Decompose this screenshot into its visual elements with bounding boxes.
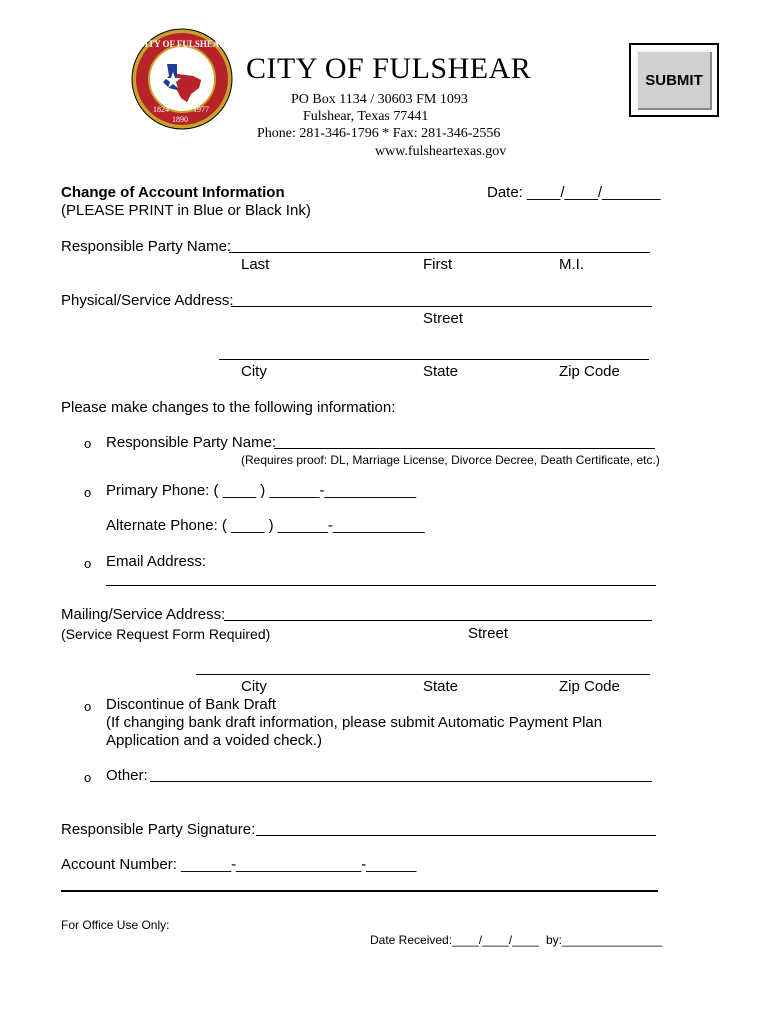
last-name-caption: Last — [241, 256, 270, 273]
received-by-field[interactable]: by:_______________ — [546, 933, 663, 947]
other-label: Other: — [106, 767, 148, 784]
mailing-city-input-line[interactable] — [196, 674, 650, 675]
website-text: www.fulsheartexas.gov — [375, 144, 507, 159]
change-party-label: Responsible Party Name: — [106, 434, 277, 451]
form-title: Change of Account Information — [61, 184, 285, 201]
city-name-title: CITY OF FULSHEAR — [246, 52, 532, 85]
signature-input-line[interactable] — [256, 835, 656, 836]
bullet-checkbox-email[interactable]: o — [84, 556, 92, 571]
seal-name-text: CITY OF FULSHEAR — [138, 39, 226, 49]
mailing-city-caption: City — [241, 678, 267, 695]
address-line-2: Fulshear, Texas 77441 — [303, 109, 429, 124]
seal-year-2: 1890 — [172, 115, 188, 124]
phone-fax-line: Phone: 281-346-1796 * Fax: 281-346-2556 — [257, 126, 501, 141]
change-party-input-line[interactable] — [274, 448, 655, 449]
bullet-checkbox-phone[interactable]: o — [84, 485, 92, 500]
address-line-1: PO Box 1134 / 30603 FM 1093 — [291, 92, 468, 107]
bank-draft-note-line2: Application and a voided check.) — [106, 732, 322, 749]
other-input-line[interactable] — [150, 781, 652, 782]
email-label: Email Address: — [106, 553, 207, 570]
date-received-field[interactable]: Date Received:____/____/____ — [370, 933, 539, 947]
bullet-checkbox-other[interactable]: o — [84, 770, 92, 785]
bullet-checkbox-party[interactable]: o — [84, 436, 92, 451]
mailing-address-label: Mailing/Service Address: — [61, 606, 226, 623]
bullet-checkbox-bank-draft[interactable]: o — [84, 699, 92, 714]
middle-initial-caption: M.I. — [559, 256, 584, 273]
submit-button-frame — [629, 43, 719, 117]
physical-city-input-line[interactable] — [219, 359, 649, 360]
section-divider — [61, 890, 658, 892]
city-caption: City — [241, 363, 267, 380]
first-name-caption: First — [423, 256, 453, 273]
discontinue-bank-draft-label: Discontinue of Bank Draft — [106, 696, 277, 713]
print-instruction: (PLEASE PRINT in Blue or Black Ink) — [61, 202, 311, 219]
street-caption: Street — [423, 310, 464, 327]
physical-address-input-line[interactable] — [231, 306, 652, 307]
responsible-party-input-line[interactable] — [229, 252, 650, 253]
city-seal-logo — [131, 28, 233, 130]
signature-label: Responsible Party Signature: — [61, 821, 256, 838]
mailing-state-caption: State — [423, 678, 459, 695]
seal-year-1: 1824 — [153, 105, 169, 114]
state-caption: State — [423, 363, 459, 380]
proof-requirement-note: (Requires proof: DL, Marriage License, Divorce Decree, Death Certificate, etc.) — [241, 453, 660, 467]
account-number-field[interactable]: Account Number: ______-_______________-______ — [61, 856, 417, 873]
date-field[interactable]: Date: ____/____/_______ — [487, 184, 661, 201]
service-request-note: (Service Request Form Required) — [61, 626, 271, 642]
bank-draft-note-line1: (If changing bank draft information, please submit Automatic Payment Plan — [106, 714, 603, 731]
submit-button[interactable]: SUBMIT — [636, 50, 712, 110]
responsible-party-label: Responsible Party Name: — [61, 238, 232, 255]
physical-address-label: Physical/Service Address: — [61, 292, 234, 309]
zip-caption: Zip Code — [559, 363, 620, 380]
primary-phone-field[interactable]: Primary Phone: ( ____ ) ______-___________ — [106, 482, 417, 499]
mailing-zip-caption: Zip Code — [559, 678, 620, 695]
office-use-label: For Office Use Only: — [61, 918, 170, 932]
mailing-address-input-line[interactable] — [224, 620, 652, 621]
email-input-line[interactable] — [106, 585, 656, 586]
mailing-street-caption: Street — [468, 625, 509, 642]
seal-year-3: 1977 — [193, 105, 209, 114]
alternate-phone-field[interactable]: Alternate Phone: ( ____ ) ______-___________ — [106, 517, 425, 534]
changes-intro-text: Please make changes to the following information: — [61, 399, 396, 416]
